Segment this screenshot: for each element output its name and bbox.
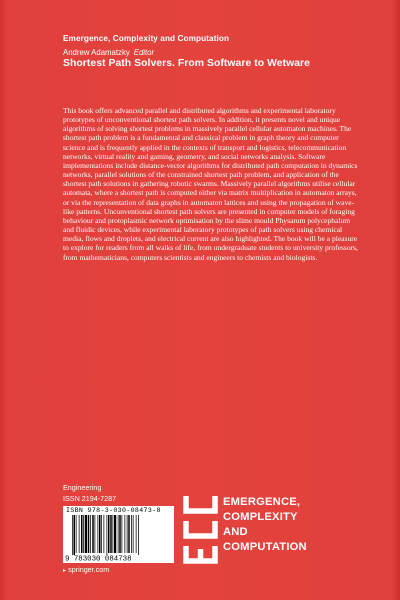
- ecc-line-4: COMPUTATION: [223, 541, 307, 553]
- barcode-bar: [101, 515, 102, 553]
- barcode-bar: [107, 515, 108, 555]
- barcode-bar: [138, 515, 139, 555]
- barcode-bar: [98, 515, 99, 553]
- barcode-bar: [131, 515, 132, 553]
- barcode-bar: [72, 515, 73, 555]
- book-description: This book offers advanced parallel and distributed algorithms and experimental laboratory prototypes of unconventional shortest path solvers. In addition, it presents novel and unique algorithms of solving shortest problems in massively parallel cellular automaton machines. The shortest path problem is a fundamental and classical problem in graph theory and computer science and is frequently applied in the contexts of transport and logistics, telecommunication networks, virtual reality and gaming, geometry, and social networks analysis. Software implementations include distance-vector algorithms for distributed path computation in dynamics networks, parallel solutions of the constrained shortest path problem, and application of the shortest path solutions in gathering robotic swarms. Massively parallel algorithms utilise cellular automata, where a shortest path is computed either via matrix multiplication in automaton arrays, or via the representation of data graphs in automaton lattices and using the propagation of wave-like patterns. Unconventional shortest path solvers are presented in computer models of foraging behaviour and protoplasmic network optimisation by the slime mould Physarum polycephalum and fluidic devices, while experimental laboratory prototypes of path solvers using chemical media, flows and droplets, and electrical current are also highlighted. The book will be a pleasure to explore for readers from all walks of life, from undergraduate students to university professors, from mathematicians, computers scientists and engineers to chemists and biologists.: [63, 106, 358, 262]
- barcode-bar: [95, 515, 96, 553]
- editor-name: Andrew Adamatzky: [63, 48, 130, 57]
- barcode-bar: [81, 515, 83, 553]
- editor-role: Editor: [133, 48, 155, 57]
- ecc-series-logo-text: [223, 495, 307, 555]
- barcode-bar: [104, 515, 105, 553]
- barcode-bar: [74, 515, 76, 555]
- series-name: Emergence, Complexity and Computation: [63, 34, 230, 43]
- barcode-bar: [118, 515, 119, 553]
- barcode-graphic: [63, 506, 174, 563]
- ecc-line-1: EMERGENCE,: [223, 496, 301, 508]
- isbn-label: ISBN 978-3-030-08473-8: [66, 507, 161, 514]
- ecc-logo-icon: [182, 492, 220, 566]
- subject-category: Engineering: [63, 483, 102, 492]
- publisher-url[interactable]: [63, 565, 109, 574]
- barcode-bar: [99, 515, 101, 553]
- barcode-bar: [127, 515, 128, 553]
- barcode-bar: [88, 515, 90, 553]
- barcode-bar: [114, 515, 116, 553]
- book-title: Shortest Path Solvers. From Software to Wetware: [63, 58, 310, 69]
- isbn-barcode: [63, 506, 174, 563]
- barcode-bar: [85, 515, 87, 553]
- barcode-bar: [110, 515, 112, 553]
- ecc-line-2: COMPLEXITY: [223, 511, 298, 523]
- barcode-bar: [128, 515, 130, 553]
- editor-line: [63, 48, 154, 57]
- arrow-right-icon: ▸: [63, 567, 67, 574]
- barcode-bar: [92, 515, 94, 553]
- barcode-bar: [136, 515, 137, 553]
- ecc-line-3: AND: [223, 526, 248, 538]
- barcode-digits: 9 783030 084738: [65, 555, 132, 563]
- barcode-bar: [113, 515, 114, 553]
- barcode-bar: [76, 515, 77, 553]
- publisher-url-text: springer.com: [68, 565, 110, 574]
- barcode-bar: [125, 515, 126, 553]
- issn-number: ISSN 2194-7287: [63, 494, 117, 503]
- barcode-bar: [122, 515, 123, 553]
- barcode-bar: [108, 515, 110, 553]
- barcode-bar: [90, 515, 91, 553]
- barcode-bar: [133, 515, 134, 553]
- barcode-bar: [79, 515, 80, 553]
- barcode-bar: [83, 515, 84, 553]
- barcode-bar: [119, 515, 121, 553]
